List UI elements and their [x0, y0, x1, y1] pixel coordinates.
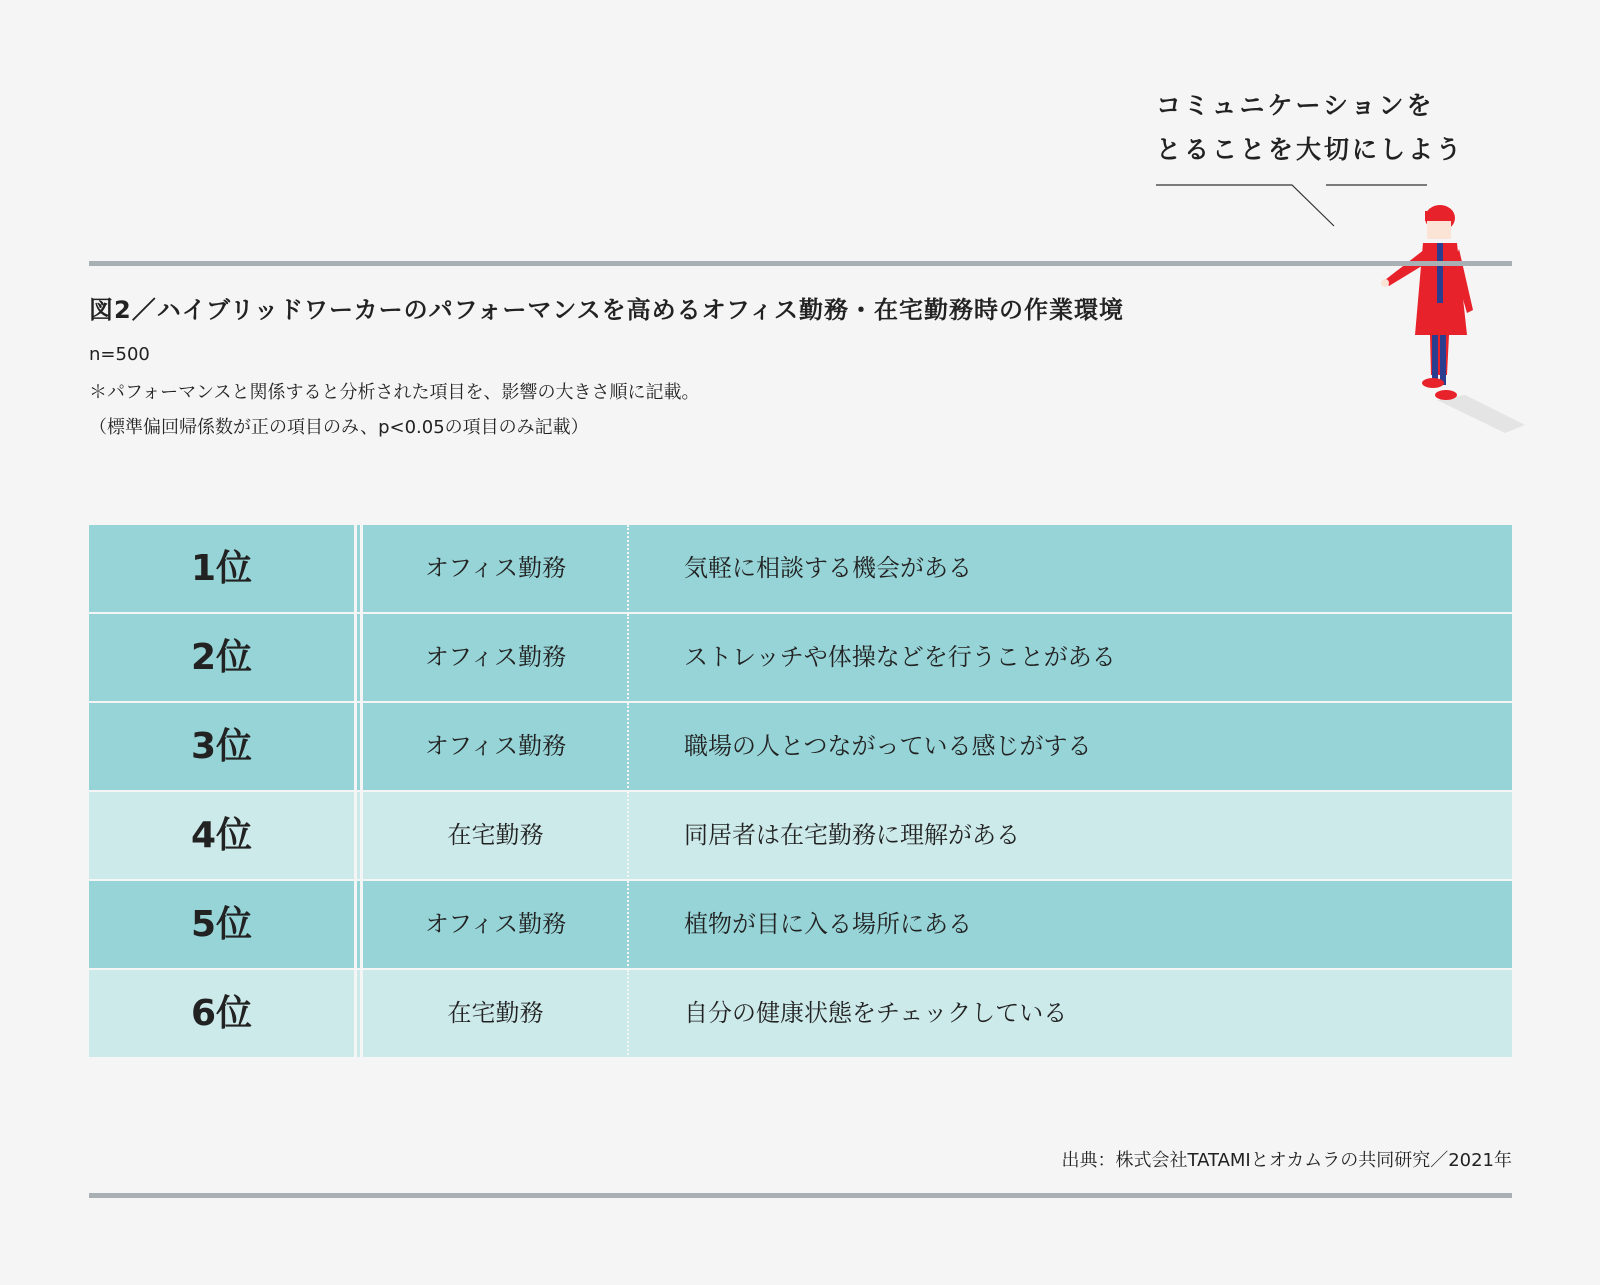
table-row [89, 881, 1512, 968]
column-divider [354, 970, 364, 1059]
item-cell: 職場の人とつながっている感じがする [684, 732, 1092, 760]
table-row [89, 792, 1512, 879]
speech-tail-lines [0, 0, 1600, 240]
rank-cell: 1位 [190, 548, 253, 589]
category-cell: 在宅勤務 [447, 999, 544, 1027]
rank-cell: 4位 [190, 815, 253, 856]
table-row [89, 703, 1512, 790]
dotted-divider [627, 703, 629, 792]
speech-line-1: コミュニケーションを [1156, 91, 1435, 120]
category-cell: オフィス勤務 [424, 910, 567, 938]
item-cell: 植物が目に入る場所にある [684, 910, 972, 938]
category-cell: 在宅勤務 [447, 821, 544, 849]
sample-size-note: n=500 [89, 344, 150, 365]
dotted-divider [627, 970, 629, 1059]
dotted-divider [627, 881, 629, 970]
column-divider [354, 525, 364, 614]
category-cell: オフィス勤務 [424, 554, 567, 582]
footnote-2: （標準偏回帰係数が正の項目のみ、p<0.05の項目のみ記載） [89, 417, 589, 438]
category-cell: オフィス勤務 [424, 732, 567, 760]
table-row [89, 614, 1512, 701]
bottom-rule [89, 1193, 1512, 1198]
ranking-table [89, 525, 1512, 1059]
source-credit: 出典：株式会社TATAMIとオカムラの共同研究／2021年 [1061, 1150, 1512, 1171]
rank-cell: 3位 [190, 726, 253, 767]
speech-line-2: とることを大切にしよう [1156, 135, 1465, 164]
item-cell: ストレッチや体操などを行うことがある [684, 643, 1116, 671]
top-rule [89, 261, 1512, 266]
column-divider [354, 881, 364, 970]
rank-cell: 5位 [190, 904, 253, 945]
category-cell: オフィス勤務 [424, 643, 567, 671]
item-cell: 同居者は在宅勤務に理解がある [684, 821, 1020, 849]
dotted-divider [627, 792, 629, 881]
rank-cell: 6位 [190, 993, 253, 1034]
pointing-person-illustration [1375, 205, 1525, 445]
figure-title: 図2／ハイブリッドワーカーのパフォーマンスを高めるオフィス勤務・在宅勤務時の作業環境 [89, 296, 1125, 324]
table-row [89, 525, 1512, 612]
column-divider [354, 703, 364, 792]
dotted-divider [627, 614, 629, 703]
column-divider [354, 792, 364, 881]
rank-cell: 2位 [190, 637, 253, 678]
item-cell: 気軽に相談する機会がある [684, 554, 972, 582]
dotted-divider [627, 525, 629, 614]
table-row [89, 970, 1512, 1057]
footnote-1: ＊パフォーマンスと関係すると分析された項目を、影響の大きさ順に記載。 [89, 382, 700, 403]
column-divider [354, 614, 364, 703]
item-cell: 自分の健康状態をチェックしている [684, 999, 1068, 1027]
